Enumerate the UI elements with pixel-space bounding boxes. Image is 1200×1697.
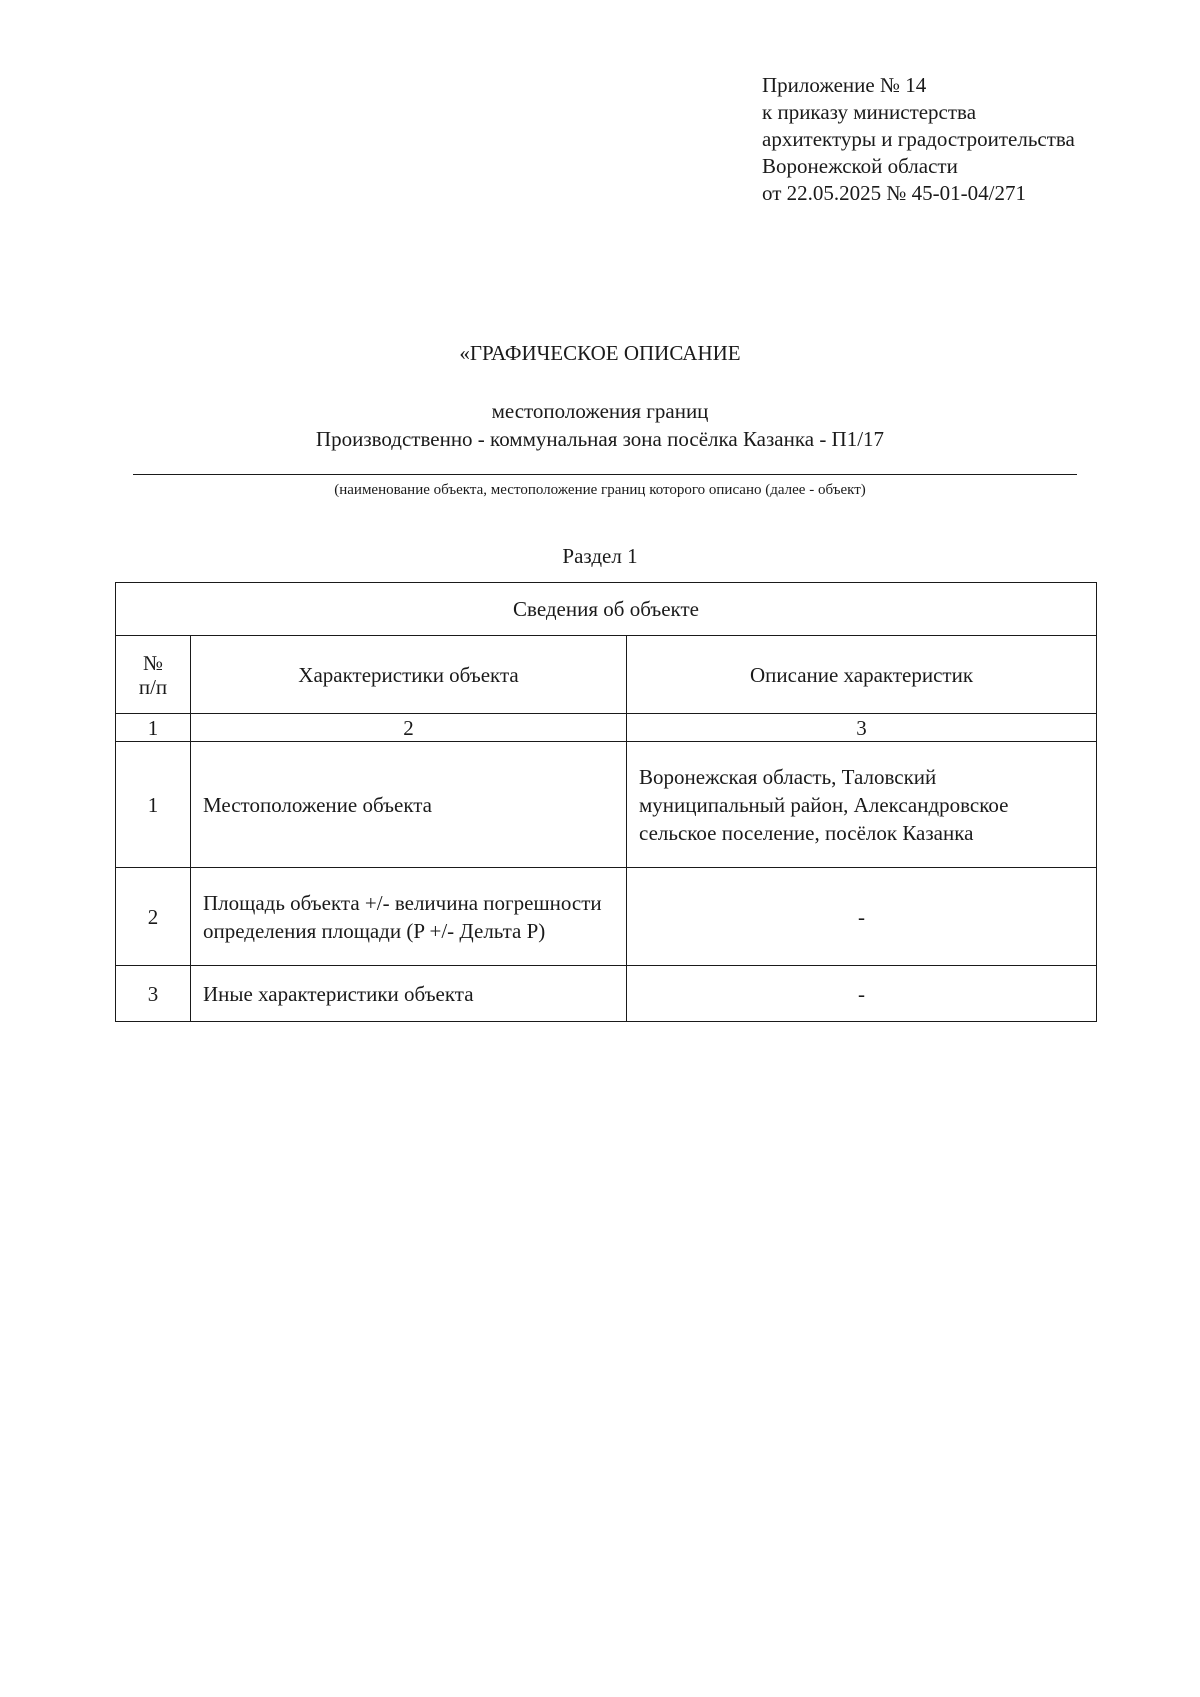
- table-row: [116, 742, 1097, 868]
- object-info-table: [115, 582, 1097, 1022]
- table-header-row: [116, 636, 1097, 714]
- subtitle-line: местоположения границ: [491, 399, 709, 423]
- appendix-line: Воронежской области: [762, 154, 958, 178]
- row-characteristic: Площадь объекта +/- величина погрешности определения площади (P +/- Дельта P): [191, 868, 627, 966]
- row-number: 1: [116, 742, 191, 868]
- appendix-line: от 22.05.2025 № 45-01-04/271: [762, 181, 1027, 205]
- header-characteristics: Характеристики объекта: [191, 636, 627, 714]
- document-subtitle: [0, 397, 1200, 453]
- row-number: 3: [116, 966, 191, 1022]
- table-row: [116, 966, 1097, 1022]
- index-cell: 3: [627, 714, 1097, 742]
- row-characteristic: Иные характеристики объекта: [191, 966, 627, 1022]
- header-number: [116, 636, 191, 714]
- header-number-symbol: №: [142, 650, 164, 675]
- row-characteristic: Местоположение объекта: [191, 742, 627, 868]
- object-name-caption: (наименование объекта, местоположение границ которого описано (далее - объект): [334, 482, 866, 498]
- appendix-line: к приказу министерства: [762, 100, 977, 124]
- document-title: «ГРАФИЧЕСКОЕ ОПИСАНИЕ: [459, 341, 741, 365]
- row-description: -: [627, 868, 1097, 966]
- header-description: Описание характеристик: [627, 636, 1097, 714]
- row-number: 2: [116, 868, 191, 966]
- section-label: Раздел 1: [562, 544, 638, 568]
- appendix-line: архитектуры и градостроительства: [762, 127, 1075, 151]
- appendix-block: [762, 72, 1075, 207]
- index-cell: 1: [116, 714, 191, 742]
- header-number-abbr: п/п: [138, 674, 168, 699]
- object-name-underline: [133, 474, 1077, 475]
- table-row: [116, 868, 1097, 966]
- table-index-row: [116, 714, 1097, 742]
- index-cell: 2: [191, 714, 627, 742]
- row-description: Воронежская область, Таловский муниципальный район, Александровское сельское поселение, посёлок Казанка: [627, 742, 1097, 868]
- appendix-line: Приложение № 14: [762, 73, 927, 97]
- object-name: Производственно - коммунальная зона посёлка Казанка - П1/17: [315, 427, 885, 451]
- row-description: -: [627, 966, 1097, 1022]
- table-caption-row: [116, 583, 1097, 636]
- table-caption: Сведения об объекте: [116, 583, 1097, 636]
